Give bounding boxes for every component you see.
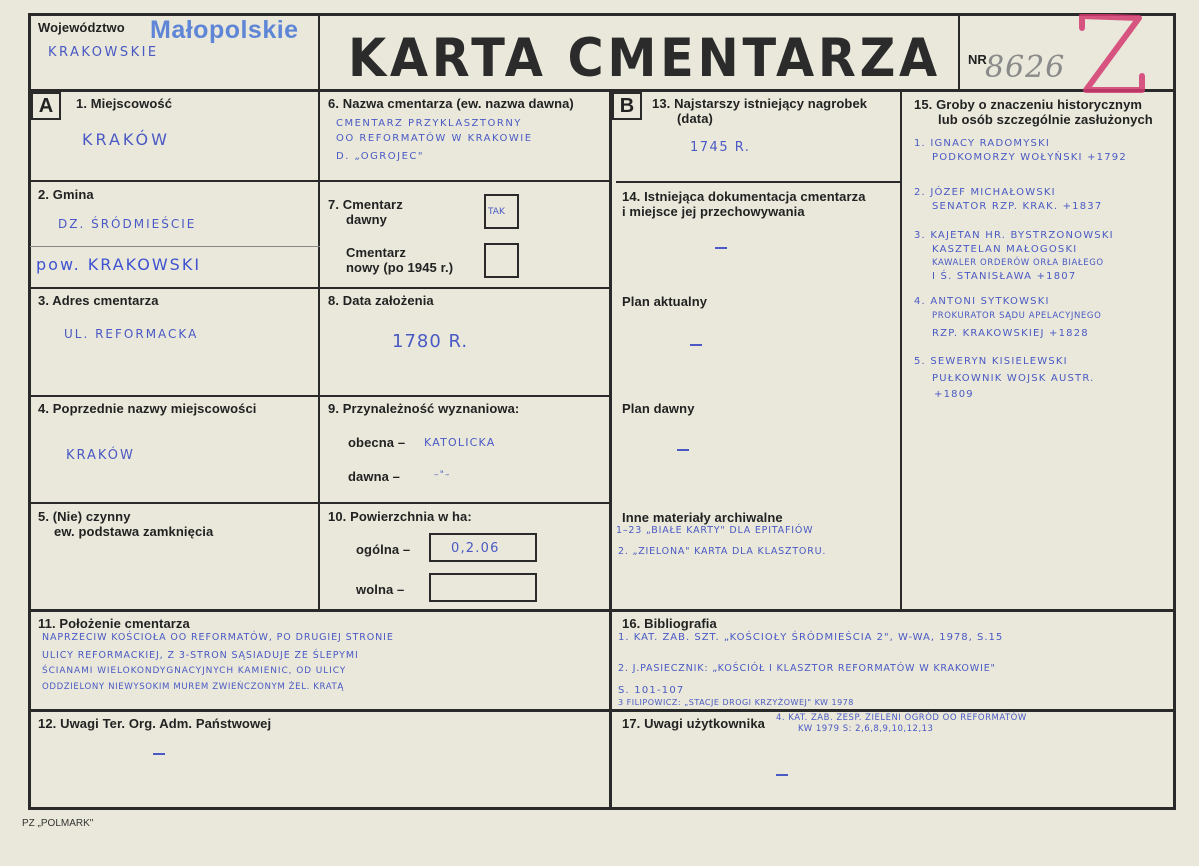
col-div-1 bbox=[318, 90, 320, 610]
grave-1-line-2[interactable]: PODKOMORZY WOŁYŃSKI +1792 bbox=[932, 152, 1127, 163]
field-15-label-line2: lub osób szczególnie zasłużonych bbox=[938, 112, 1153, 127]
field-7-label-nowy-2: nowy (po 1945 r.) bbox=[346, 260, 454, 275]
c1-div-dotted bbox=[30, 246, 320, 247]
field-10-ogolna-label: ogólna – bbox=[356, 542, 411, 557]
field-14-value bbox=[715, 247, 727, 249]
field-8-label: 8. Data założenia bbox=[328, 293, 434, 308]
header-vdiv-2 bbox=[958, 13, 960, 91]
cmentarz-dawny-checkbox[interactable] bbox=[484, 194, 519, 229]
printer-imprint: PZ „POLMARK" bbox=[22, 818, 94, 829]
z-mark-icon bbox=[1074, 14, 1154, 94]
field-17-label: 17. Uwagi użytkownika bbox=[622, 716, 765, 731]
grave-3-line-4[interactable]: I Ś. STANISŁAWA +1807 bbox=[932, 271, 1077, 282]
c2-div-4 bbox=[318, 502, 610, 504]
field-17-value bbox=[776, 774, 788, 776]
field-12-label: 12. Uwagi Ter. Org. Adm. Państwowej bbox=[38, 716, 272, 731]
field-7-label-dawny-2: dawny bbox=[346, 212, 387, 227]
field-11-line-4[interactable]: ODDZIELONY NIEWYSOKIM MUREM ZWIEŃCZONYM ŻEL. KRATĄ bbox=[42, 682, 344, 692]
section-a-badge: A bbox=[31, 92, 61, 120]
grave-5-line-2[interactable]: PUŁKOWNIK WOJSK AUSTR. bbox=[932, 373, 1095, 384]
field-7-label-dawny-1: 7. Cmentarz bbox=[328, 197, 403, 212]
plan-dawny-value bbox=[677, 449, 689, 451]
field-10-label: 10. Powierzchnia w ha: bbox=[328, 509, 472, 524]
row-div-12 bbox=[28, 709, 1176, 712]
cmentarz-dawny-value: TAK bbox=[488, 207, 505, 217]
c1-div-2 bbox=[28, 287, 320, 289]
grave-3-line-3[interactable]: KAWALER ORDERÓW ORŁA BIAŁEGO bbox=[932, 258, 1104, 268]
c1-div-1 bbox=[28, 180, 320, 182]
grave-2-line-1[interactable]: 2. JÓZEF MICHAŁOWSKI bbox=[914, 187, 1056, 198]
inne-materialy-label: Inne materiały archiwalne bbox=[622, 510, 783, 525]
field-6-line-1[interactable]: CMENTARZ PRZYKLASZTORNY bbox=[336, 118, 522, 129]
field-15-label-line1: 15. Groby o znaczeniu historycznym bbox=[914, 97, 1143, 112]
field-5-label-line1: 5. (Nie) czynny bbox=[38, 509, 131, 524]
field-14-label-line1: 14. Istniejąca dokumentacja cmentarza bbox=[622, 189, 866, 204]
grave-1-line-1[interactable]: 1. IGNACY RADOMYSKI bbox=[914, 138, 1051, 149]
field-8-value[interactable]: 1780 R. bbox=[392, 331, 469, 352]
field-13-value[interactable]: 1745 R. bbox=[690, 140, 751, 155]
bibliography-line-1[interactable]: 1. KAT. ZAB. SZT. „KOŚCIOŁY ŚRÓDMIEŚCIA 2", W-WA, 1978, S.15 bbox=[618, 632, 1004, 643]
c2-div-3 bbox=[318, 395, 610, 397]
wojewodztwo-value[interactable]: KRAKOWSKIE bbox=[48, 45, 159, 60]
field-17-line-1[interactable]: 4. KAT. ZAB. ZESP. ZIELENI OGRÓD OO REFORMATÓW bbox=[776, 713, 1027, 723]
field-10-wolna-label: wolna – bbox=[356, 582, 405, 597]
field-2-value[interactable]: DZ. ŚRÓDMIEŚCIE bbox=[58, 217, 197, 231]
wolna-input[interactable] bbox=[429, 573, 537, 602]
field-6-line-3[interactable]: D. „OGROJEC" bbox=[336, 151, 424, 162]
c2-div-1 bbox=[318, 180, 610, 182]
plan-dawny-label: Plan dawny bbox=[622, 401, 695, 416]
section-b-badge: B bbox=[612, 92, 642, 120]
c1-div-4 bbox=[28, 502, 320, 504]
bibliography-line-2[interactable]: 2. J.PASIECZNIK: „KOŚCIÓŁ I KLASZTOR REFORMATÓW W KRAKOWIE" bbox=[618, 663, 996, 674]
field-11-label: 11. Położenie cmentarza bbox=[38, 616, 190, 631]
frame-right bbox=[1173, 13, 1176, 809]
field-9-obecna-label: obecna – bbox=[348, 435, 406, 450]
bibliography-line-4[interactable]: 3 FILIPOWICZ: „STACJE DROGI KRZYŻOWEJ" KW 1978 bbox=[618, 698, 854, 707]
grave-4-line-3[interactable]: RZP. KRAKOWSKIEJ +1828 bbox=[932, 328, 1089, 339]
plan-aktualny-value bbox=[690, 344, 702, 346]
grave-3-line-2[interactable]: KASZTELAN MAŁOGOSKI bbox=[932, 244, 1078, 255]
grave-4-line-2[interactable]: PROKURATOR SĄDU APELACYJNEGO bbox=[932, 311, 1102, 321]
header-divider bbox=[28, 89, 1176, 92]
frame-left bbox=[28, 13, 31, 809]
grave-5-line-3[interactable]: +1809 bbox=[934, 389, 974, 400]
field-16-label: 16. Bibliografia bbox=[622, 616, 717, 631]
inne-materialy-line-1[interactable]: 1–23 „BIAŁE KARTY" DLA EPITAFIÓW bbox=[616, 525, 814, 536]
field-14-label-line2: i miejsce jej przechowywania bbox=[622, 204, 805, 219]
field-13-label-line1: 13. Najstarszy istniejący nagrobek bbox=[652, 96, 868, 111]
wojewodztwo-label: Województwo bbox=[38, 20, 125, 35]
field-13-label-line2: (data) bbox=[677, 111, 713, 126]
field-9-dawna-value[interactable]: –"– bbox=[434, 470, 451, 480]
field-9-obecna-value[interactable]: KATOLICKA bbox=[424, 436, 496, 449]
field-9-label: 9. Przynależność wyznaniowa: bbox=[328, 401, 520, 416]
field-4-label: 4. Poprzednie nazwy miejscowości bbox=[38, 401, 257, 416]
grave-2-line-2[interactable]: SENATOR RZP. KRAK. +1837 bbox=[932, 201, 1103, 212]
field-4-value[interactable]: KRAKÓW bbox=[66, 448, 135, 463]
plan-aktualny-label: Plan aktualny bbox=[622, 294, 708, 309]
wojewodztwo-stamp: Małopolskie bbox=[150, 16, 299, 44]
field-7-label-nowy-1: Cmentarz bbox=[346, 245, 407, 260]
nr-label: NR bbox=[968, 52, 987, 67]
cmentarz-nowy-checkbox[interactable] bbox=[484, 243, 519, 278]
field-1-value[interactable]: KRAKÓW bbox=[82, 130, 170, 149]
row-div-11 bbox=[28, 609, 1176, 612]
grave-3-line-1[interactable]: 3. KAJETAN HR. BYSTRZONOWSKI bbox=[914, 230, 1114, 241]
field-3-label: 3. Adres cmentarza bbox=[38, 293, 159, 308]
field-6-line-2[interactable]: OO REFORMATÓW W KRAKOWIE bbox=[336, 133, 533, 144]
c1-div-3 bbox=[28, 395, 320, 397]
grave-4-line-1[interactable]: 4. ANTONI SYTKOWSKI bbox=[914, 296, 1050, 307]
c3-div-1 bbox=[616, 181, 902, 183]
field-17-line-2[interactable]: KW 1979 S: 2,6,8,9,10,12,13 bbox=[798, 724, 934, 734]
bibliography-line-3[interactable]: S. 101-107 bbox=[618, 685, 685, 696]
field-2-label: 2. Gmina bbox=[38, 187, 94, 202]
col-div-3 bbox=[900, 90, 902, 610]
c2-div-2 bbox=[318, 287, 610, 289]
ogolna-value: 0,2.06 bbox=[451, 541, 500, 556]
field-1-label: 1. Miejscowość bbox=[76, 96, 173, 111]
inne-materialy-line-2[interactable]: 2. „ZIELONA" KARTA DLA KLASZTORU. bbox=[618, 546, 827, 557]
field-11-line-1[interactable]: NAPRZECIW KOŚCIOŁA OO REFORMATÓW, PO DRUGIEJ STRONIE bbox=[42, 632, 394, 643]
frame-bottom bbox=[28, 807, 1176, 810]
grave-5-line-1[interactable]: 5. SEWERYN KISIELEWSKI bbox=[914, 356, 1068, 367]
field-9-dawna-label: dawna – bbox=[348, 469, 400, 484]
col-div-2 bbox=[609, 90, 612, 808]
field-5-label-line2: ew. podstawa zamknięcia bbox=[54, 524, 214, 539]
ogolna-input[interactable] bbox=[429, 533, 537, 562]
field-11-line-2[interactable]: ULICY REFORMACKIEJ, Z 3-STRON SĄSIADUJE ZE ŚLEPYMI bbox=[42, 650, 359, 661]
page-title: KARTA CMENTARZA bbox=[348, 28, 941, 89]
field-3-value[interactable]: UL. REFORMACKA bbox=[64, 327, 199, 341]
field-11-line-3[interactable]: ŚCIANAMI WIELOKONDYGNACYJNYCH KAMIENIC, OD ULICY bbox=[42, 666, 347, 676]
nr-value[interactable]: 8626 bbox=[985, 50, 1066, 85]
field-12-value bbox=[153, 753, 165, 755]
field-2-value2[interactable]: pow. KRAKOWSKI bbox=[36, 255, 202, 274]
header-vdiv-1 bbox=[318, 13, 320, 91]
field-6-label: 6. Nazwa cmentarza (ew. nazwa dawna) bbox=[328, 96, 574, 111]
